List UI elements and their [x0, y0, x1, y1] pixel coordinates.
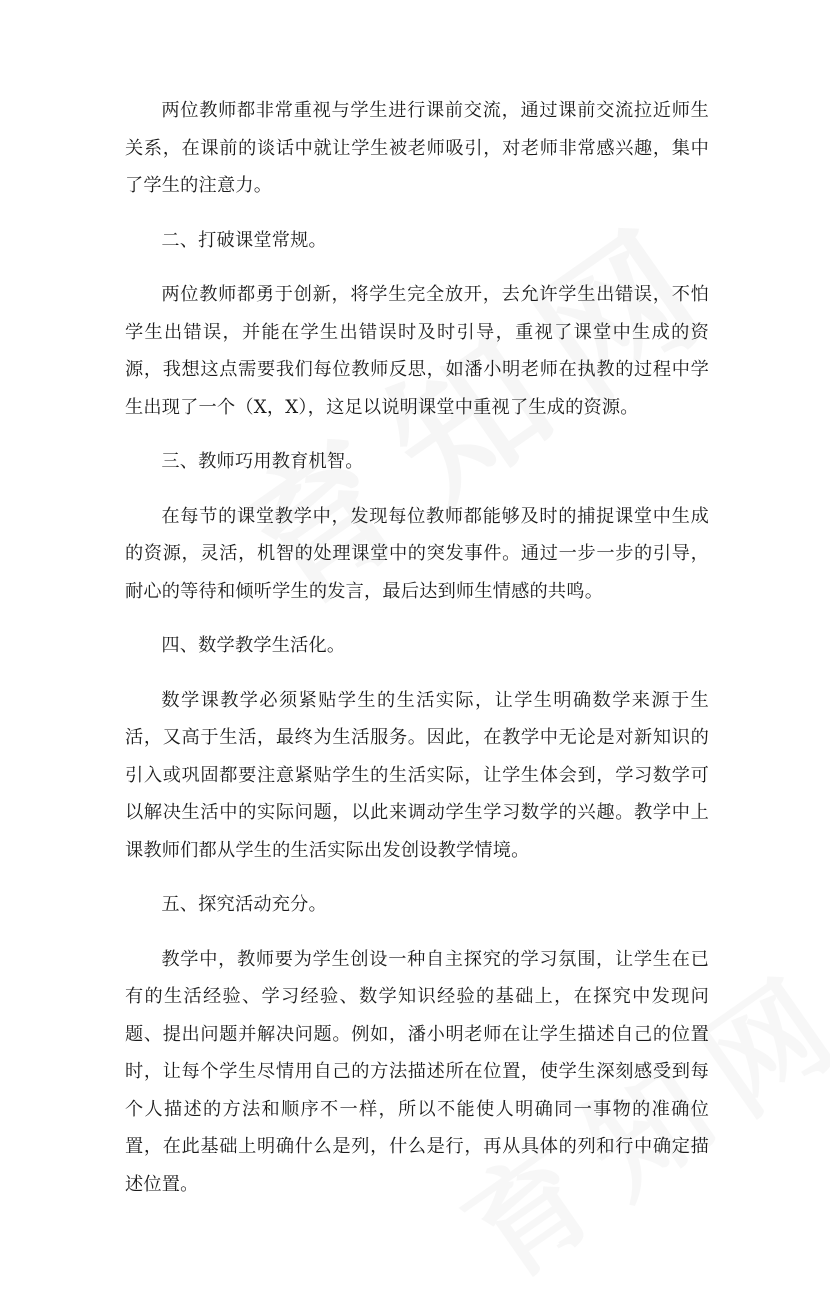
paragraph-section-4: 数学课教学必须紧贴学生的生活实际，让学生明确数学来源于生活，又高于生活，最终为生活服务。因此，在教学中无论是对新知识的引入或巩固都要注意紧贴学生的生活实际，让学生体会到，学习数学可以解决生活中的实际问题，以此来调动学生学习数学的兴趣。教学中上课教师们都从学生的生活实际出发创设教学情境。 [125, 689, 709, 861]
section-heading-3: 三、教师巧用教育机智。 [161, 451, 364, 472]
paragraph-section-3: 在每节的课堂教学中，发现每位教师都能够及时的捕捉课堂中生成的资源，灵活，机智的处理课堂中的突发事件。通过一步一步的引导，耐心的等待和倾听学生的发言，最后达到师生情感的共鸣。 [125, 505, 709, 602]
section-heading-2: 二、打破课堂常规。 [161, 229, 327, 251]
paragraph-section-2: 两位教师都勇于创新，将学生完全放开，去允许学生出错误，不怕学生出错误，并能在学生出错误时及时引导，重视了课堂中生成的资源，我想这点需要我们每位教师反思，如潘小明老师在执教的过程中学生出现了一个（X，X），这足以说明课堂中重视了生成的资源。 [125, 284, 709, 418]
paragraph-section-5: 教学中，教师要为学生创设一种自主探究的学习氛围，让学生在已有的生活经验、学习经验、数学知识经验的基础上，在探究中发现问题、提出问题并解决问题。例如，潘小明老师在让学生描述自己的位置时，让每个学生尽情用自己的方法描述所在位置，使学生深刻感受到每个人描述的方法和顺序不一样，所以不能使人明确同一事物的准确位置，在此基础上明确什么是列，什么是行，再从具体的列和行中确定描述位置。 [125, 948, 709, 1195]
section-heading-4: 四、数学教学生活化。 [161, 635, 346, 656]
section-heading-5: 五、探究活动充分。 [161, 894, 327, 915]
document-body [125, 92, 709, 1203]
paragraph-intro: 两位教师都非常重视与学生进行课前交流，通过课前交流拉近师生关系，在课前的谈话中就让学生被老师吸引，对老师非常感兴趣，集中了学生的注意力。 [125, 100, 709, 196]
